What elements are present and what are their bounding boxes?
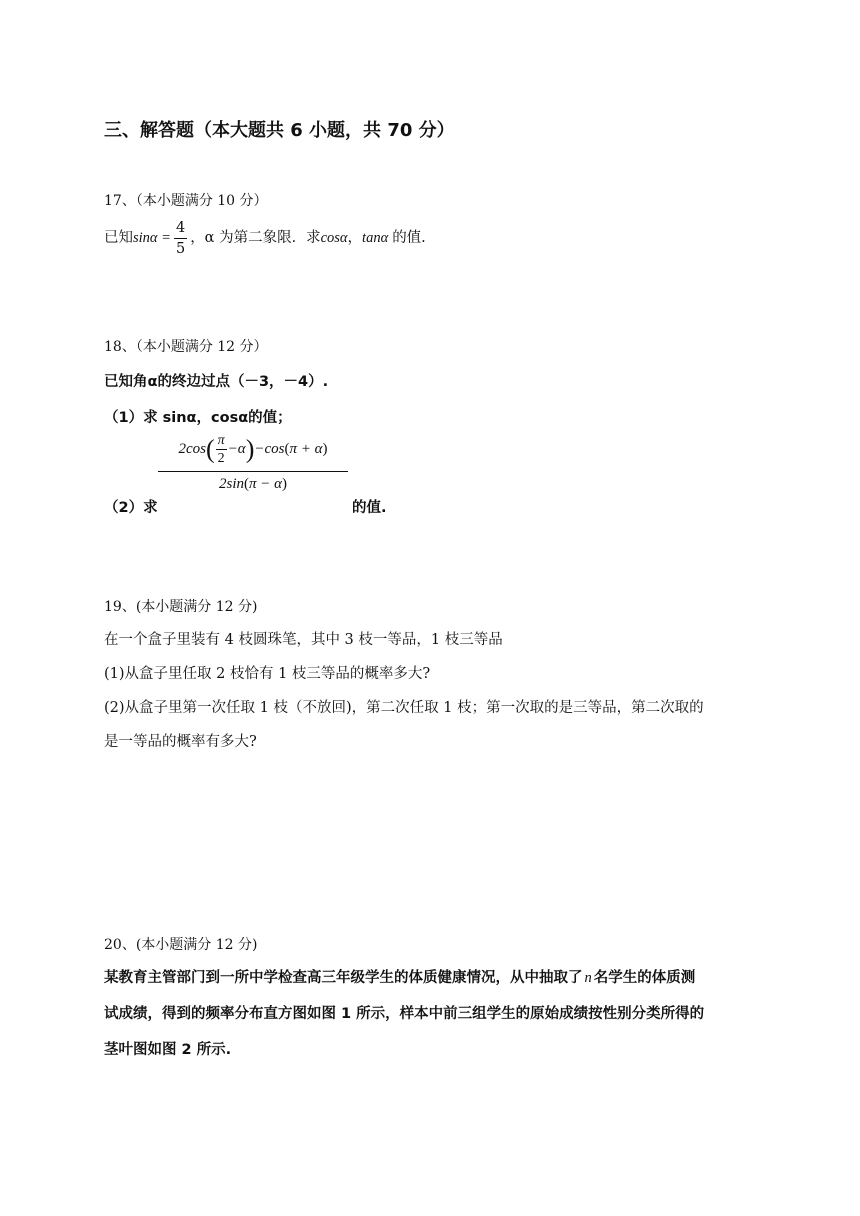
q17-frac-den: 5 <box>175 240 186 257</box>
left-paren-icon: ( <box>244 476 249 492</box>
q20-header: 20、(本小题满分 12 分) <box>104 937 258 953</box>
q18-part2-prefix: （2）求 <box>104 500 158 516</box>
q18-line1: 已知角α的终边过点（－3，－4）. <box>104 374 329 390</box>
q18-den-2sin: 2sin <box>218 476 244 492</box>
q18-expression <box>158 432 348 493</box>
q19-line2: (1)从盒子里任取 2 枝恰有 1 枝三等品的概率多大? <box>104 666 431 682</box>
right-paren-icon: ) <box>322 440 328 457</box>
q18-den-inner: π − α <box>249 476 283 492</box>
q17-body <box>104 218 426 258</box>
q17-sin-expr: sinα = <box>133 230 171 246</box>
q17-prefix: 已知 <box>104 230 133 246</box>
q19-line4: 是一等品的概率有多大? <box>104 734 257 750</box>
q17-header: 17、（本小题满分 10 分） <box>104 193 268 209</box>
q17-comma: ， <box>347 230 363 246</box>
q18-num-rest: −cos <box>254 440 285 457</box>
q20-var-n: n <box>584 970 592 986</box>
q20-line1-b: 名学生的体质测 <box>593 970 696 986</box>
q20-line1-a: 某教育主管部门到一所中学检查高三年级学生的体质健康情况，从中抽取了 <box>104 970 583 986</box>
q18-header: 18、（本小题满分 12 分） <box>104 339 268 355</box>
q18-num-2cos: 2cos <box>178 440 206 457</box>
q18-two: 2 <box>217 451 225 466</box>
right-paren-icon: ) <box>282 476 288 492</box>
q17-fraction <box>174 219 187 258</box>
left-paren-icon: ( <box>206 434 215 464</box>
q19-header: 19、(本小题满分 12 分) <box>104 599 258 615</box>
q18-part2-suffix: 的值. <box>352 500 387 516</box>
q18-expression-numerator <box>158 432 348 472</box>
q18-pi-over-2 <box>216 432 227 467</box>
right-paren-icon: ) <box>245 434 255 464</box>
q20-line3: 茎叶图如图 2 所示. <box>104 1042 232 1058</box>
q17-tan-expr: tanα <box>362 230 389 246</box>
left-paren-icon: ( <box>284 440 290 457</box>
q17-cos-expr: cosα <box>320 230 348 246</box>
q18-minus-alpha: −α <box>227 440 246 457</box>
q18-expression-denominator <box>158 472 348 493</box>
q20-line1 <box>104 966 695 987</box>
q20-line2: 试成绩，得到的频率分布直方图如图 1 所示，样本中前三组学生的原始成绩按性别分类所得的 <box>104 1006 705 1022</box>
q19-line3: (2)从盒子里第一次任取 1 枝（不放回)，第二次任取 1 枝；第一次取的是三等品，第二次取的 <box>104 700 704 716</box>
q18-line2: （1）求 sinα，cosα的值； <box>104 410 292 426</box>
q17-suffix: 的值. <box>392 230 426 246</box>
q19-line1: 在一个盒子里装有 4 枝圆珠笔，其中 3 枝一等品，1 枝三等品 <box>104 632 503 648</box>
q17-mid: ，α 为第二象限．求 <box>190 230 321 246</box>
q18-num-inner: π + α <box>289 440 323 457</box>
section-title: 三、解答题（本大题共 6 小题，共 70 分） <box>104 120 455 141</box>
q17-frac-num: 4 <box>174 219 187 239</box>
q18-pi: π <box>217 433 225 448</box>
